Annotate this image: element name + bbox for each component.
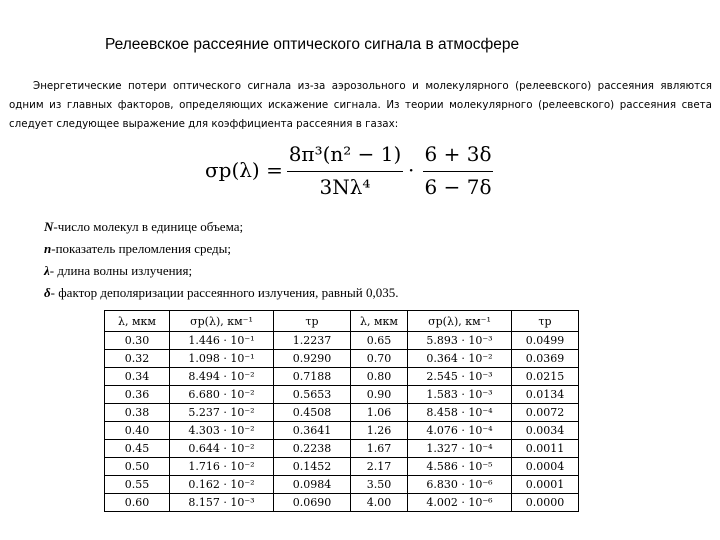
table-cell: 0.0000	[512, 494, 579, 512]
definition-symbol: δ	[44, 285, 51, 300]
table-cell: 0.70	[351, 350, 408, 368]
table-cell: 0.0004	[512, 458, 579, 476]
table-cell: 0.0034	[512, 422, 579, 440]
table-cell: 0.34	[105, 368, 170, 386]
table-cell: 1.446 · 10⁻¹	[170, 332, 274, 350]
intro-paragraph: Энергетические потери оптического сигнала из-за аэрозольного и молекулярного (релеевского) рассеяния являются одним из главных факторов, определяющих искажение сигнала. Из теории молекулярного (релеевского) рассеяния света следует следующее выражение для коэффициента рассеяния в газах:	[9, 80, 712, 130]
table-cell: 1.716 · 10⁻²	[170, 458, 274, 476]
table-cell: 2.545 · 10⁻³	[408, 368, 512, 386]
table-cell: 0.0499	[512, 332, 579, 350]
table-cell: 4.303 · 10⁻²	[170, 422, 274, 440]
table-header-row	[105, 311, 579, 332]
table-cell: 2.17	[351, 458, 408, 476]
formula-fraction-2	[423, 142, 493, 199]
table-row	[105, 422, 579, 440]
table-cell: 0.55	[105, 476, 170, 494]
table-cell: 1.67	[351, 440, 408, 458]
table-cell: 0.162 · 10⁻²	[170, 476, 274, 494]
column-header: λ, мкм	[105, 311, 170, 332]
definition-text: -показатель преломления среды;	[51, 241, 232, 256]
table-cell: 5.237 · 10⁻²	[170, 404, 274, 422]
table-cell: 0.2238	[274, 440, 351, 458]
definition-text: - длина волны излучения;	[49, 263, 193, 278]
table-cell: 1.2237	[274, 332, 351, 350]
table-cell: 1.327 · 10⁻⁴	[408, 440, 512, 458]
table-cell: 0.32	[105, 350, 170, 368]
definition-symbol: n	[44, 241, 52, 256]
table-row	[105, 332, 579, 350]
page-title: Релеевское рассеяние оптического сигнала в атмосфере	[105, 36, 520, 53]
formula-denominator-2: 6 − 7δ	[424, 175, 492, 199]
table-cell: 1.583 · 10⁻³	[408, 386, 512, 404]
rayleigh-formula	[205, 142, 495, 200]
table-cell: 0.0001	[512, 476, 579, 494]
definition-item	[44, 238, 544, 260]
table-cell: 0.0011	[512, 440, 579, 458]
table-row	[105, 494, 579, 512]
table-body	[105, 332, 579, 512]
formula-numerator-1: 8π³(n² − 1)	[288, 142, 402, 166]
definition-text: -число молекул в единице объема;	[53, 219, 244, 234]
definitions-list	[44, 216, 544, 304]
table-cell: 1.06	[351, 404, 408, 422]
table-cell: 0.65	[351, 332, 408, 350]
column-header: λ, мкм	[351, 311, 408, 332]
table-row	[105, 350, 579, 368]
table-cell: 0.644 · 10⁻²	[170, 440, 274, 458]
table-cell: 6.680 · 10⁻²	[170, 386, 274, 404]
table-cell: 4.586 · 10⁻⁵	[408, 458, 512, 476]
table-cell: 0.364 · 10⁻²	[408, 350, 512, 368]
table-cell: 0.30	[105, 332, 170, 350]
column-header: σp(λ), км⁻¹	[170, 311, 274, 332]
formula-numerator-2: 6 + 3δ	[424, 142, 492, 166]
formula-denominator-1: 3Nλ⁴	[319, 175, 371, 199]
table-cell: 8.458 · 10⁻⁴	[408, 404, 512, 422]
table-row	[105, 458, 579, 476]
table-cell: 0.50	[105, 458, 170, 476]
formula-fraction-1	[287, 142, 403, 199]
table-cell: 8.494 · 10⁻²	[170, 368, 274, 386]
table-cell: 1.26	[351, 422, 408, 440]
table-row	[105, 386, 579, 404]
table-cell: 0.0215	[512, 368, 579, 386]
definition-symbol: λ	[44, 263, 50, 278]
table-row	[105, 404, 579, 422]
column-header: τp	[274, 311, 351, 332]
definition-item	[44, 282, 544, 304]
table-cell: 0.0072	[512, 404, 579, 422]
table-cell: 0.80	[351, 368, 408, 386]
table-cell: 4.076 · 10⁻⁴	[408, 422, 512, 440]
table-row	[105, 368, 579, 386]
definition-text: - фактор деполяризации рассеянного излучения, равный 0,035.	[50, 285, 399, 300]
table-cell: 1.098 · 10⁻¹	[170, 350, 274, 368]
table-cell: 0.60	[105, 494, 170, 512]
definition-symbol: N	[44, 219, 54, 234]
table-cell: 0.40	[105, 422, 170, 440]
formula-lhs: σp(λ) =	[205, 158, 283, 182]
table-row	[105, 440, 579, 458]
table-row	[105, 476, 579, 494]
column-header: σp(λ), км⁻¹	[408, 311, 512, 332]
table-cell: 0.0690	[274, 494, 351, 512]
table-cell: 4.002 · 10⁻⁶	[408, 494, 512, 512]
table-cell: 0.1452	[274, 458, 351, 476]
table-cell: 0.4508	[274, 404, 351, 422]
scattering-table-container	[104, 310, 579, 512]
table-cell: 0.45	[105, 440, 170, 458]
formula-dot: ·	[408, 158, 415, 182]
table-cell: 5.893 · 10⁻³	[408, 332, 512, 350]
table-cell: 0.0984	[274, 476, 351, 494]
table-cell: 4.00	[351, 494, 408, 512]
table-cell: 0.5653	[274, 386, 351, 404]
table-cell: 0.7188	[274, 368, 351, 386]
table-cell: 8.157 · 10⁻³	[170, 494, 274, 512]
table-cell: 0.3641	[274, 422, 351, 440]
table-cell: 0.90	[351, 386, 408, 404]
definition-item	[44, 260, 544, 282]
table-cell: 0.0134	[512, 386, 579, 404]
table-cell: 6.830 · 10⁻⁶	[408, 476, 512, 494]
table-cell: 0.0369	[512, 350, 579, 368]
definition-item	[44, 216, 544, 238]
table-cell: 3.50	[351, 476, 408, 494]
table-cell: 0.9290	[274, 350, 351, 368]
table-cell: 0.38	[105, 404, 170, 422]
scattering-table	[104, 310, 579, 512]
column-header: τp	[512, 311, 579, 332]
table-cell: 0.36	[105, 386, 170, 404]
